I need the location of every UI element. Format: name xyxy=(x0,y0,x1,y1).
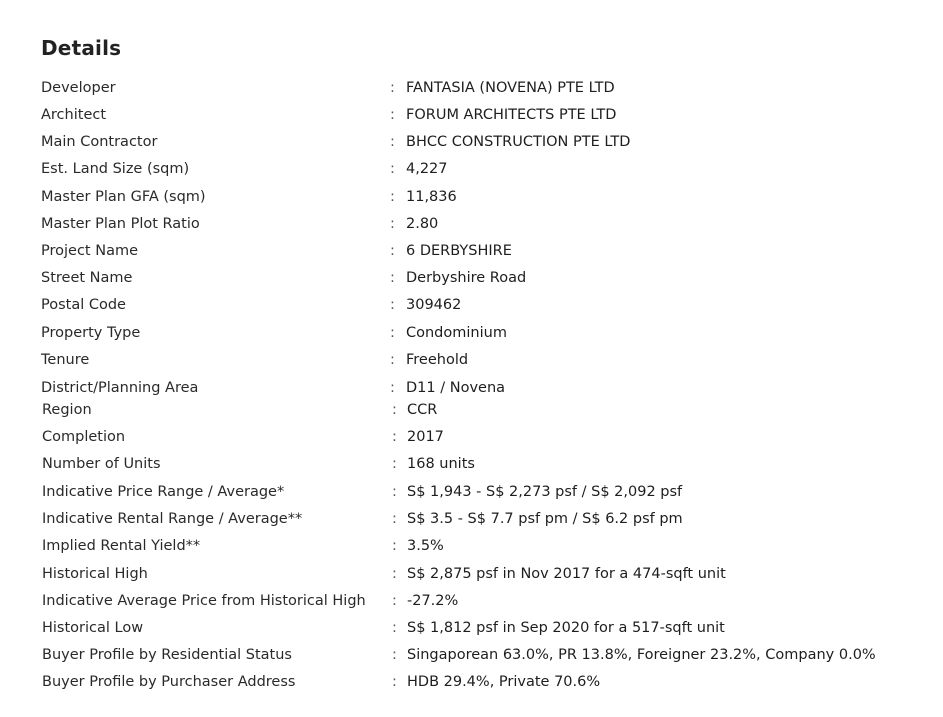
detail-label: Buyer Profile by Residential Status xyxy=(42,647,292,663)
detail-separator: : xyxy=(392,456,397,472)
detail-value: 4,227 xyxy=(406,161,448,177)
detail-label: Architect xyxy=(41,107,107,123)
detail-value: D11 / Novena xyxy=(406,380,506,396)
detail-separator: : xyxy=(390,243,395,259)
detail-separator: : xyxy=(390,80,395,96)
detail-row-buyer-purchaser-address xyxy=(0,671,943,693)
detail-label: Developer xyxy=(41,80,116,96)
detail-separator: : xyxy=(392,538,397,554)
detail-value: 2017 xyxy=(407,429,444,445)
detail-separator: : xyxy=(392,511,397,527)
detail-separator: : xyxy=(392,484,397,500)
detail-separator: : xyxy=(392,674,397,690)
detail-row-architect xyxy=(0,104,943,126)
detail-separator: : xyxy=(392,402,397,418)
detail-row-district xyxy=(0,377,943,399)
detail-label: Property Type xyxy=(41,325,141,341)
detail-row-region xyxy=(0,399,943,421)
detail-value: FORUM ARCHITECTS PTE LTD xyxy=(406,107,617,123)
detail-separator: : xyxy=(390,189,395,205)
detail-label: Est. Land Size (sqm) xyxy=(41,161,190,177)
detail-row-completion xyxy=(0,426,943,448)
detail-label: Project Name xyxy=(41,243,138,259)
detail-row-rental-range xyxy=(0,508,943,530)
detail-value: BHCC CONSTRUCTION PTE LTD xyxy=(406,134,631,150)
detail-row-buyer-residential-status xyxy=(0,644,943,666)
detail-value: -27.2% xyxy=(407,593,459,609)
detail-label: Number of Units xyxy=(42,456,161,472)
detail-label: Street Name xyxy=(41,270,133,286)
detail-value: S$ 1,943 - S$ 2,273 psf / S$ 2,092 psf xyxy=(407,484,683,500)
detail-row-historical-low xyxy=(0,617,943,639)
detail-separator: : xyxy=(390,161,395,177)
detail-value: Freehold xyxy=(406,352,469,368)
detail-separator: : xyxy=(390,216,395,232)
detail-row-avg-from-high xyxy=(0,590,943,612)
detail-row-rental-yield xyxy=(0,535,943,557)
detail-row-price-range xyxy=(0,481,943,503)
detail-value: S$ 2,875 psf in Nov 2017 for a 474-sqft unit xyxy=(407,566,726,582)
detail-value: 6 DERBYSHIRE xyxy=(406,243,512,259)
detail-separator: : xyxy=(390,325,395,341)
detail-label: Indicative Rental Range / Average** xyxy=(42,511,303,527)
detail-separator: : xyxy=(392,647,397,663)
detail-label: Indicative Average Price from Historical High xyxy=(42,593,366,609)
detail-label: Master Plan Plot Ratio xyxy=(41,216,200,232)
detail-label: Postal Code xyxy=(41,297,126,313)
detail-label: Master Plan GFA (sqm) xyxy=(41,189,206,205)
detail-value: Singaporean 63.0%, PR 13.8%, Foreigner 23.2%, Company 0.0% xyxy=(407,647,876,663)
detail-value: S$ 3.5 - S$ 7.7 psf pm / S$ 6.2 psf pm xyxy=(407,511,683,527)
detail-separator: : xyxy=(390,107,395,123)
detail-separator: : xyxy=(392,566,397,582)
detail-label: Indicative Price Range / Average* xyxy=(42,484,285,500)
detail-value: 168 units xyxy=(407,456,475,472)
detail-row-developer xyxy=(0,77,943,99)
detail-separator: : xyxy=(392,593,397,609)
detail-label: Implied Rental Yield** xyxy=(42,538,201,554)
detail-row-units xyxy=(0,453,943,475)
detail-row-postal-code xyxy=(0,294,943,316)
detail-row-gfa xyxy=(0,186,943,208)
detail-label: Region xyxy=(42,402,92,418)
detail-separator: : xyxy=(390,297,395,313)
detail-separator: : xyxy=(390,380,395,396)
detail-value: HDB 29.4%, Private 70.6% xyxy=(407,674,601,690)
detail-value: S$ 1,812 psf in Sep 2020 for a 517-sqft unit xyxy=(407,620,725,636)
detail-label: Historical High xyxy=(42,566,148,582)
detail-value: 11,836 xyxy=(406,189,457,205)
detail-separator: : xyxy=(392,429,397,445)
detail-label: District/Planning Area xyxy=(41,380,199,396)
detail-separator: : xyxy=(390,134,395,150)
detail-row-property-type xyxy=(0,322,943,344)
detail-value: 2.80 xyxy=(406,216,439,232)
detail-value: 3.5% xyxy=(407,538,444,554)
detail-row-street-name xyxy=(0,267,943,289)
detail-value: Derbyshire Road xyxy=(406,270,527,286)
detail-value: CCR xyxy=(407,402,438,418)
detail-row-land-size xyxy=(0,158,943,180)
detail-row-historical-high xyxy=(0,563,943,585)
detail-label: Buyer Profile by Purchaser Address xyxy=(42,674,296,690)
detail-row-tenure xyxy=(0,349,943,371)
detail-label: Tenure xyxy=(41,352,90,368)
detail-label: Historical Low xyxy=(42,620,144,636)
detail-value: FANTASIA (NOVENA) PTE LTD xyxy=(406,80,615,96)
detail-separator: : xyxy=(392,620,397,636)
detail-value: Condominium xyxy=(406,325,507,341)
detail-value: 309462 xyxy=(406,297,462,313)
detail-separator: : xyxy=(390,352,395,368)
detail-separator: : xyxy=(390,270,395,286)
detail-label: Completion xyxy=(42,429,126,445)
detail-label: Main Contractor xyxy=(41,134,158,150)
detail-row-plot-ratio xyxy=(0,213,943,235)
section-title: Details xyxy=(41,36,122,60)
detail-row-main-contractor xyxy=(0,131,943,153)
detail-row-project-name xyxy=(0,240,943,262)
